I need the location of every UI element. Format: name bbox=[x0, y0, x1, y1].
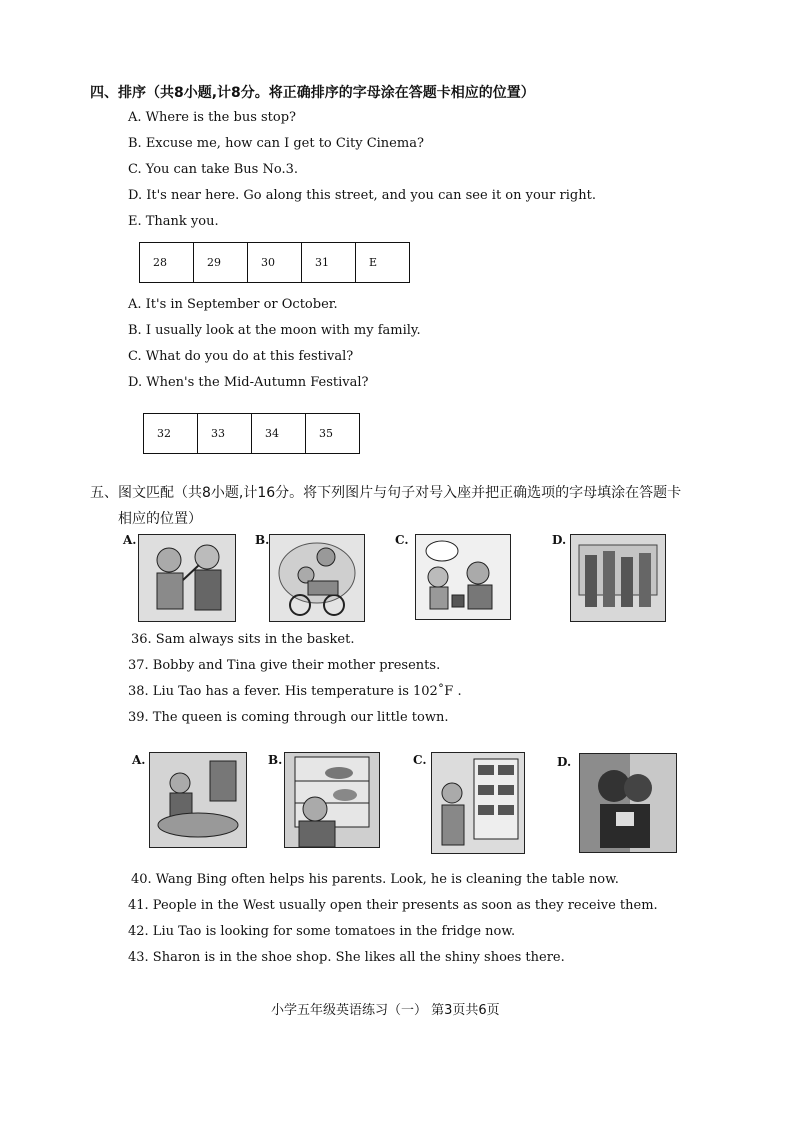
answer-cell: 31 bbox=[302, 243, 356, 283]
option-line: D. When's the Mid-Autumn Festival? bbox=[128, 375, 369, 390]
answer-cell: 35 bbox=[306, 414, 360, 454]
section4-heading: 四、排序（共8小题,计8分。将正确排序的字母涂在答题卡相应的位置） bbox=[90, 85, 535, 101]
option-line: D. It's near here. Go along this street, and you can see it on your right. bbox=[128, 188, 596, 203]
option-line: A. Where is the bus stop? bbox=[128, 110, 297, 125]
picture-label: B. bbox=[268, 753, 283, 767]
section5-heading: 五、图文匹配（共8小题,计16分。将下列图片与句子对号入座并把正确选项的字母填涂在答题卡 bbox=[90, 485, 682, 501]
picture-label: B. bbox=[255, 533, 270, 547]
answer-cell: 34 bbox=[252, 414, 306, 454]
picture-label: A. bbox=[132, 753, 146, 767]
option-line: B. Excuse me, how can I get to City Cinema? bbox=[128, 136, 424, 151]
answer-cell: E bbox=[356, 243, 410, 283]
illustration-shoe-shop bbox=[431, 752, 525, 854]
illustration-opening-present bbox=[579, 753, 677, 853]
sentence-line: 43. Sharon is in the shoe shop. She likes all the shiny shoes there. bbox=[128, 950, 565, 965]
order-table-1 bbox=[139, 242, 410, 283]
section5-heading-cont: 相应的位置） bbox=[118, 511, 202, 527]
answer-cell: 32 bbox=[144, 414, 198, 454]
answer-cell: 29 bbox=[194, 243, 248, 283]
picture-label: A. bbox=[123, 533, 137, 547]
answer-cell: 28 bbox=[140, 243, 194, 283]
illustration-mice-presents bbox=[415, 534, 511, 620]
sentence-line: 38. Liu Tao has a fever. His temperature is 102˚F . bbox=[128, 684, 462, 699]
picture-label: D. bbox=[552, 533, 567, 547]
order-table-2 bbox=[143, 413, 360, 454]
illustration-cat-in-basket bbox=[269, 534, 365, 622]
option-line: C. What do you do at this festival? bbox=[128, 349, 354, 364]
illustration-boy-at-fridge bbox=[284, 752, 380, 848]
answer-cell: 30 bbox=[248, 243, 302, 283]
sentence-line: 37. Bobby and Tina give their mother presents. bbox=[128, 658, 441, 673]
option-line: A. It's in September or October. bbox=[128, 297, 338, 312]
picture-label: C. bbox=[395, 533, 409, 547]
sentence-line: 42. Liu Tao is looking for some tomatoes in the fridge now. bbox=[128, 924, 516, 939]
sentence-line: 39. The queen is coming through our little town. bbox=[128, 710, 449, 725]
option-line: E. Thank you. bbox=[128, 214, 219, 229]
option-line: B. I usually look at the moon with my family. bbox=[128, 323, 421, 338]
answer-cell: 33 bbox=[198, 414, 252, 454]
option-line: C. You can take Bus No.3. bbox=[128, 162, 298, 177]
sentence-line: 36. Sam always sits in the basket. bbox=[131, 632, 355, 647]
illustration-queen-parade bbox=[570, 534, 666, 622]
illustration-boy-cleaning-table bbox=[149, 752, 247, 848]
picture-label: C. bbox=[413, 753, 427, 767]
sentence-line: 41. People in the West usually open their presents as soon as they receive them. bbox=[128, 898, 658, 913]
page-footer: 小学五年级英语练习（一） 第3页共6页 bbox=[271, 1003, 500, 1018]
illustration-doctor-temperature bbox=[138, 534, 236, 622]
sentence-line: 40. Wang Bing often helps his parents. Look, he is cleaning the table now. bbox=[131, 872, 619, 887]
picture-label: D. bbox=[557, 755, 572, 769]
